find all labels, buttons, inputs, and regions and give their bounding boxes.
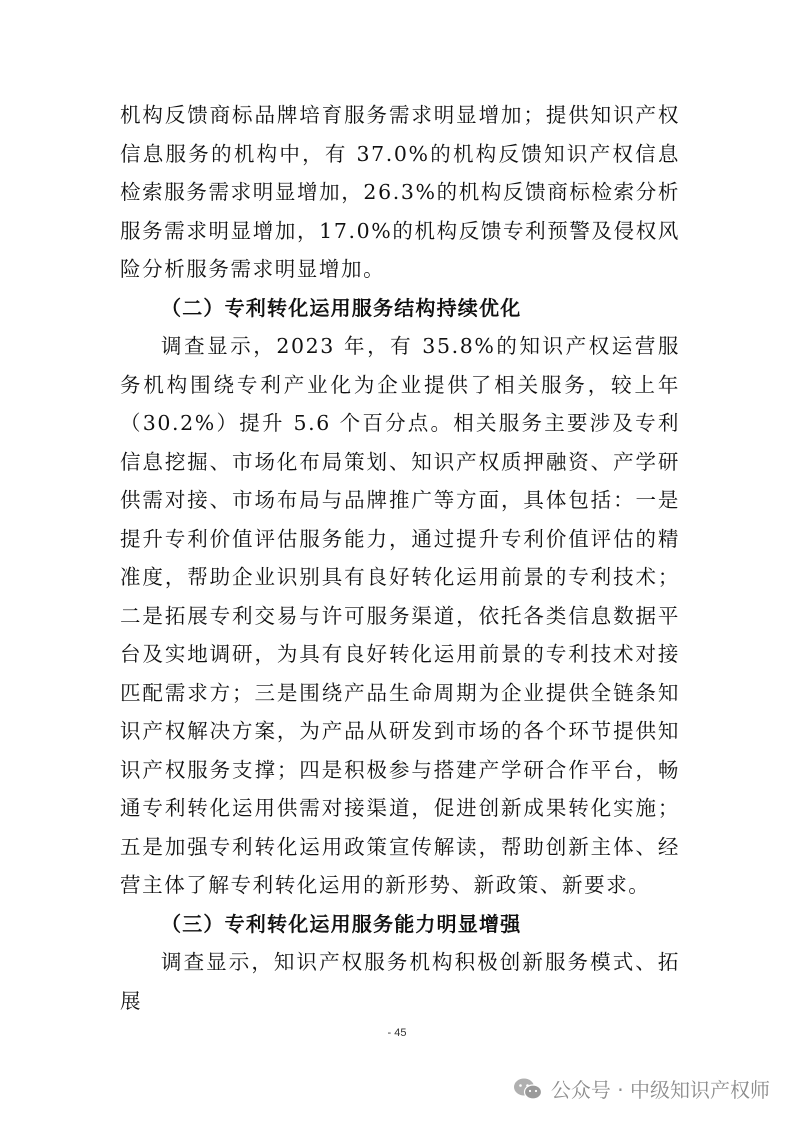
watermark-text: 公众号 · 中级知识产权师	[550, 1078, 770, 1102]
paragraph-section-3: 调查显示，知识产权服务机构积极创新服务模式、拓展	[120, 950, 680, 1013]
body-text	[120, 96, 680, 1020]
watermark	[513, 1074, 770, 1103]
page-number: - 45	[387, 1027, 407, 1039]
section-heading-3: （三）专利转化运用服务能力明显增强	[161, 911, 522, 936]
paragraph-continued: 机构反馈商标品牌培育服务需求明显增加；提供知识产权信息服务的机构中，有 37.0%的机构反馈知识产权信息检索服务需求明显增加，26.3%的机构反馈商标检索分析服务需求明显增加，17.0%的机构反馈专利预警及侵权风险分析服务需求明显增加。	[120, 103, 680, 281]
wechat-icon	[513, 1077, 543, 1101]
section-heading-2: （二）专利转化运用服务结构持续优化	[161, 295, 522, 320]
paragraph-section-2: 调查显示，2023 年，有 35.8%的知识产权运营服务机构围绕专利产业化为企业提供了相关服务，较上年（30.2%）提升 5.6 个百分点。相关服务主要涉及专利信息挖掘、市场化布局策划、知识产权质押融资、产学研供需对接、市场布局与品牌推广等方面，具体包括：一是提升专利价值评估服务能力，通过提升专利价值评估的精准度，帮助企业识别具有良好转化运用前景的专利技术；二是拓展专利交易与许可服务渠道，依托各类信息数据平台及实地调研，为具有良好转化运用前景的专利技术对接匹配需求方；三是围绕产品生命周期为企业提供全链条知识产权解决方案，为产品从研发到市场的各个环节提供知识产权服务支撑；四是积极参与搭建产学研合作平台，畅通专利转化运用供需对接渠道，促进创新成果转化实施；五是加强专利转化运用政策宣传解读，帮助创新主体、经营主体了解专利转化运用的新形势、新政策、新要求。	[120, 334, 680, 897]
